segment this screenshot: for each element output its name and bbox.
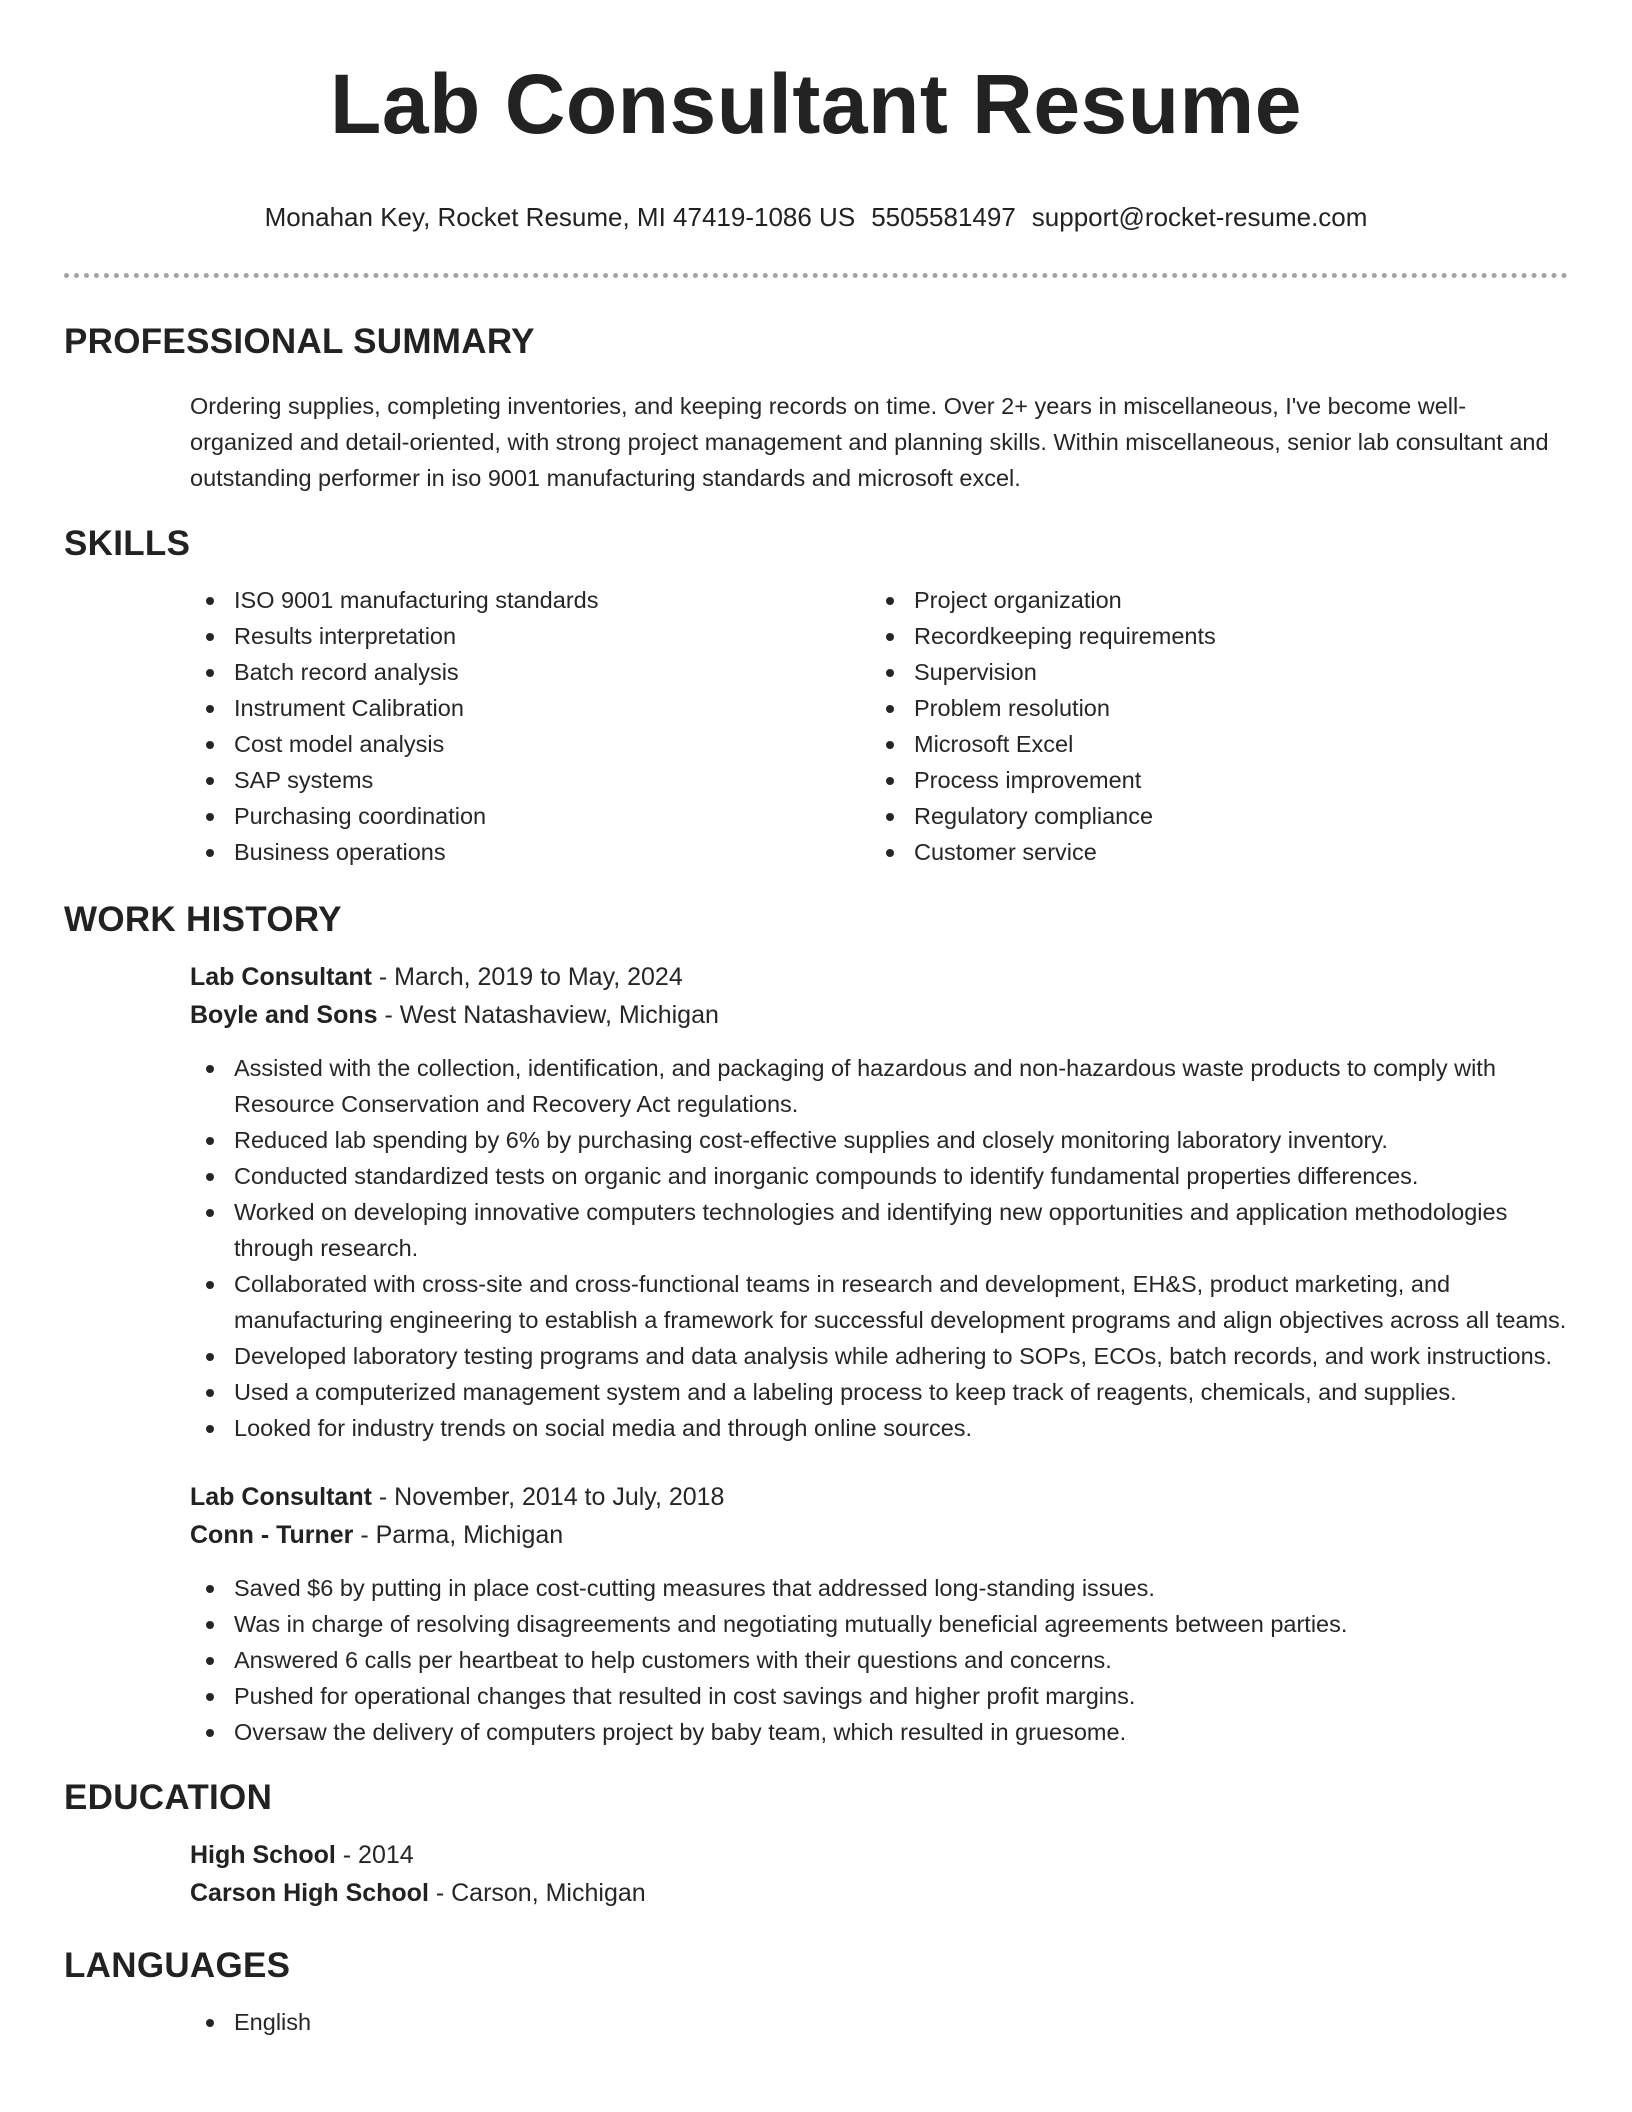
contact-phone: 5505581497: [871, 202, 1016, 232]
skills-heading: SKILLS: [64, 524, 191, 563]
job-duty: Assisted with the collection, identification, and packaging of hazardous and non-hazardous waste products to comply with Resource Conservation and Recovery Act regulations.: [190, 1050, 1568, 1122]
job-dates: - March, 2019 to May, 2024: [371, 963, 683, 991]
languages-list: [190, 2004, 1568, 2040]
job-duty: Used a computerized management system and a labeling process to keep track of reagents, chemicals, and supplies.: [190, 1374, 1568, 1410]
job-duty: Collaborated with cross-site and cross-functional teams in research and development, EH&S, product marketing, and manufacturing engineering to establish a framework for successful development programs and align objectives across all teams.: [190, 1266, 1568, 1338]
work-heading: WORK HISTORY: [64, 900, 342, 939]
job-duty: Was in charge of resolving disagreements and negotiating mutually beneficial agreements between parties.: [190, 1606, 1568, 1642]
summary-heading: PROFESSIONAL SUMMARY: [64, 322, 535, 361]
job-entry: [64, 1478, 1568, 1750]
job-duty: Answered 6 calls per heartbeat to help customers with their questions and concerns.: [190, 1642, 1568, 1678]
job-duty: Reduced lab spending by 6% by purchasing cost-effective supplies and closely monitoring laboratory inventory.: [190, 1122, 1568, 1158]
skill-item: Recordkeeping requirements: [870, 618, 1550, 654]
education-degree-line: [190, 1836, 1568, 1874]
job-title-line: [190, 1478, 1568, 1516]
job-dates: - November, 2014 to July, 2018: [371, 1483, 725, 1511]
job-duty: Conducted standardized tests on organic and inorganic compounds to identify fundamental properties differences.: [190, 1158, 1568, 1194]
job-company: Conn - Turner: [190, 1521, 354, 1549]
job-company-line: [190, 1516, 1568, 1554]
education-heading: EDUCATION: [64, 1778, 273, 1817]
skill-item: Problem resolution: [870, 690, 1550, 726]
skill-item: Instrument Calibration: [190, 690, 870, 726]
language-item: English: [190, 2004, 1568, 2040]
skill-item: SAP systems: [190, 762, 870, 798]
skill-item: Business operations: [190, 834, 870, 870]
resume-title: Lab Consultant Resume: [330, 57, 1302, 151]
education-entry: [64, 1836, 1568, 1912]
job-title-line: [190, 958, 1568, 996]
resume-page: [64, 0, 1568, 2040]
skill-item: Results interpretation: [190, 618, 870, 654]
skill-item: Regulatory compliance: [870, 798, 1550, 834]
skill-item: Purchasing coordination: [190, 798, 870, 834]
education-year: - 2014: [335, 1841, 414, 1869]
skill-item: Process improvement: [870, 762, 1550, 798]
skill-item: ISO 9001 manufacturing standards: [190, 582, 870, 618]
contact-email: support@rocket-resume.com: [1031, 202, 1368, 232]
skills-list-right: [870, 582, 1550, 870]
skill-item: Microsoft Excel: [870, 726, 1550, 762]
job-location: - West Natashaview, Michigan: [377, 1001, 719, 1029]
job-company: Boyle and Sons: [190, 1001, 378, 1029]
job-duty: Worked on developing innovative computers technologies and identifying new opportunities and application methodologies through research.: [190, 1194, 1568, 1266]
education-school: Carson High School: [190, 1879, 429, 1907]
skill-item: Cost model analysis: [190, 726, 870, 762]
contact-line: [64, 200, 1568, 234]
job-duty: Saved $6 by putting in place cost-cutting measures that addressed long-standing issues.: [190, 1570, 1568, 1606]
summary-section: [64, 388, 1568, 496]
header-divider: [64, 273, 1568, 278]
job-entry: [64, 958, 1568, 1446]
skills-list-left: [190, 582, 870, 870]
job-duties: [190, 1050, 1568, 1446]
skill-item: Customer service: [870, 834, 1550, 870]
skill-item: Batch record analysis: [190, 654, 870, 690]
job-title: Lab Consultant: [190, 1483, 372, 1511]
job-company-line: [190, 996, 1568, 1034]
education-location: - Carson, Michigan: [428, 1879, 646, 1907]
education-school-line: [190, 1874, 1568, 1912]
job-location: - Parma, Michigan: [353, 1521, 564, 1549]
job-duty: Pushed for operational changes that resulted in cost savings and higher profit margins.: [190, 1678, 1568, 1714]
job-title: Lab Consultant: [190, 963, 372, 991]
education-degree: High School: [190, 1841, 336, 1869]
contact-address: Monahan Key, Rocket Resume, MI 47419-1086 US: [264, 202, 856, 232]
languages-heading: LANGUAGES: [64, 1946, 291, 1985]
job-duty: Looked for industry trends on social media and through online sources.: [190, 1410, 1568, 1446]
skills-section: [64, 582, 1568, 870]
languages-section: [64, 2004, 1568, 2040]
skill-item: Project organization: [870, 582, 1550, 618]
job-duty: Developed laboratory testing programs and data analysis while adhering to SOPs, ECOs, batch records, and work instructions.: [190, 1338, 1568, 1374]
job-duties: [190, 1570, 1568, 1750]
summary-text: Ordering supplies, completing inventories, and keeping records on time. Over 2+ years in miscellaneous, I've become well-organized and detail-oriented, with strong project management and planning skills. Within miscellaneous, senior lab consultant and outstanding performer in iso 9001 manufacturing standards and microsoft excel.: [190, 393, 1549, 491]
job-duty: Oversaw the delivery of computers project by baby team, which resulted in gruesome.: [190, 1714, 1568, 1750]
skill-item: Supervision: [870, 654, 1550, 690]
